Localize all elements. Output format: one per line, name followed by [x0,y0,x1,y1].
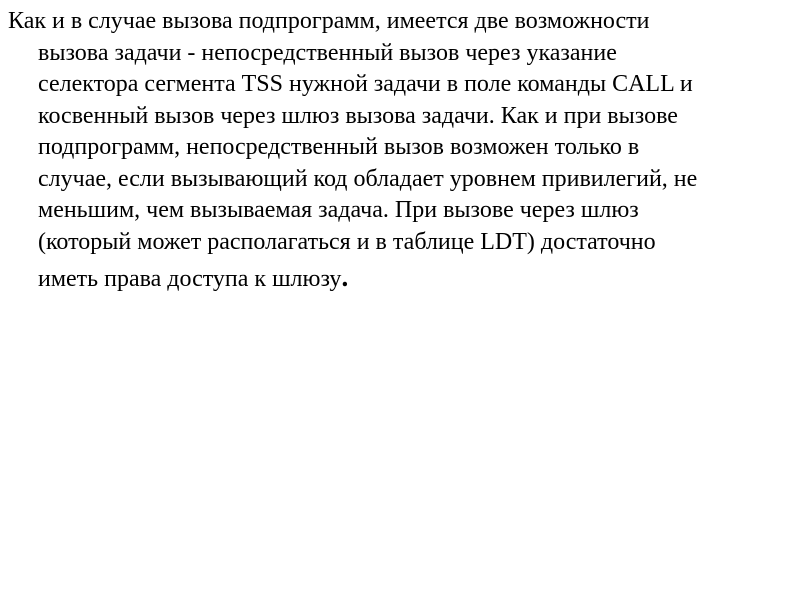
paragraph-line-1: Как и в случае вызова подпрограмм, имеется две возможности [8,8,650,34]
paragraph-line-8: (который может располагаться и в таблице LDT) достаточно [38,228,656,255]
paragraph-line-5: подпрограмм, непосредственный вызов возможен только в [38,134,640,160]
paragraph-line-6: случае, если вызывающий код обладает уровнем привилегий, не [38,165,698,192]
paragraph-line-3: селектора сегмента TSS нужной задачи в поле команды CALL и [38,71,693,97]
paragraph-line-9-text: иметь права доступа к шлюзу [38,266,342,292]
paragraph-line-9 [8,262,788,296]
paragraph-line-7: меньшим, чем вызываемая задача. При вызове через шлюз [38,197,639,223]
final-period: . [341,262,349,292]
paragraph-line-4: косвенный вызов через шлюз вызова задачи. Как и при вызове [38,102,678,129]
paragraph-line-2: вызова задачи - непосредственный вызов через указание [38,39,617,66]
body-paragraph [8,6,788,296]
